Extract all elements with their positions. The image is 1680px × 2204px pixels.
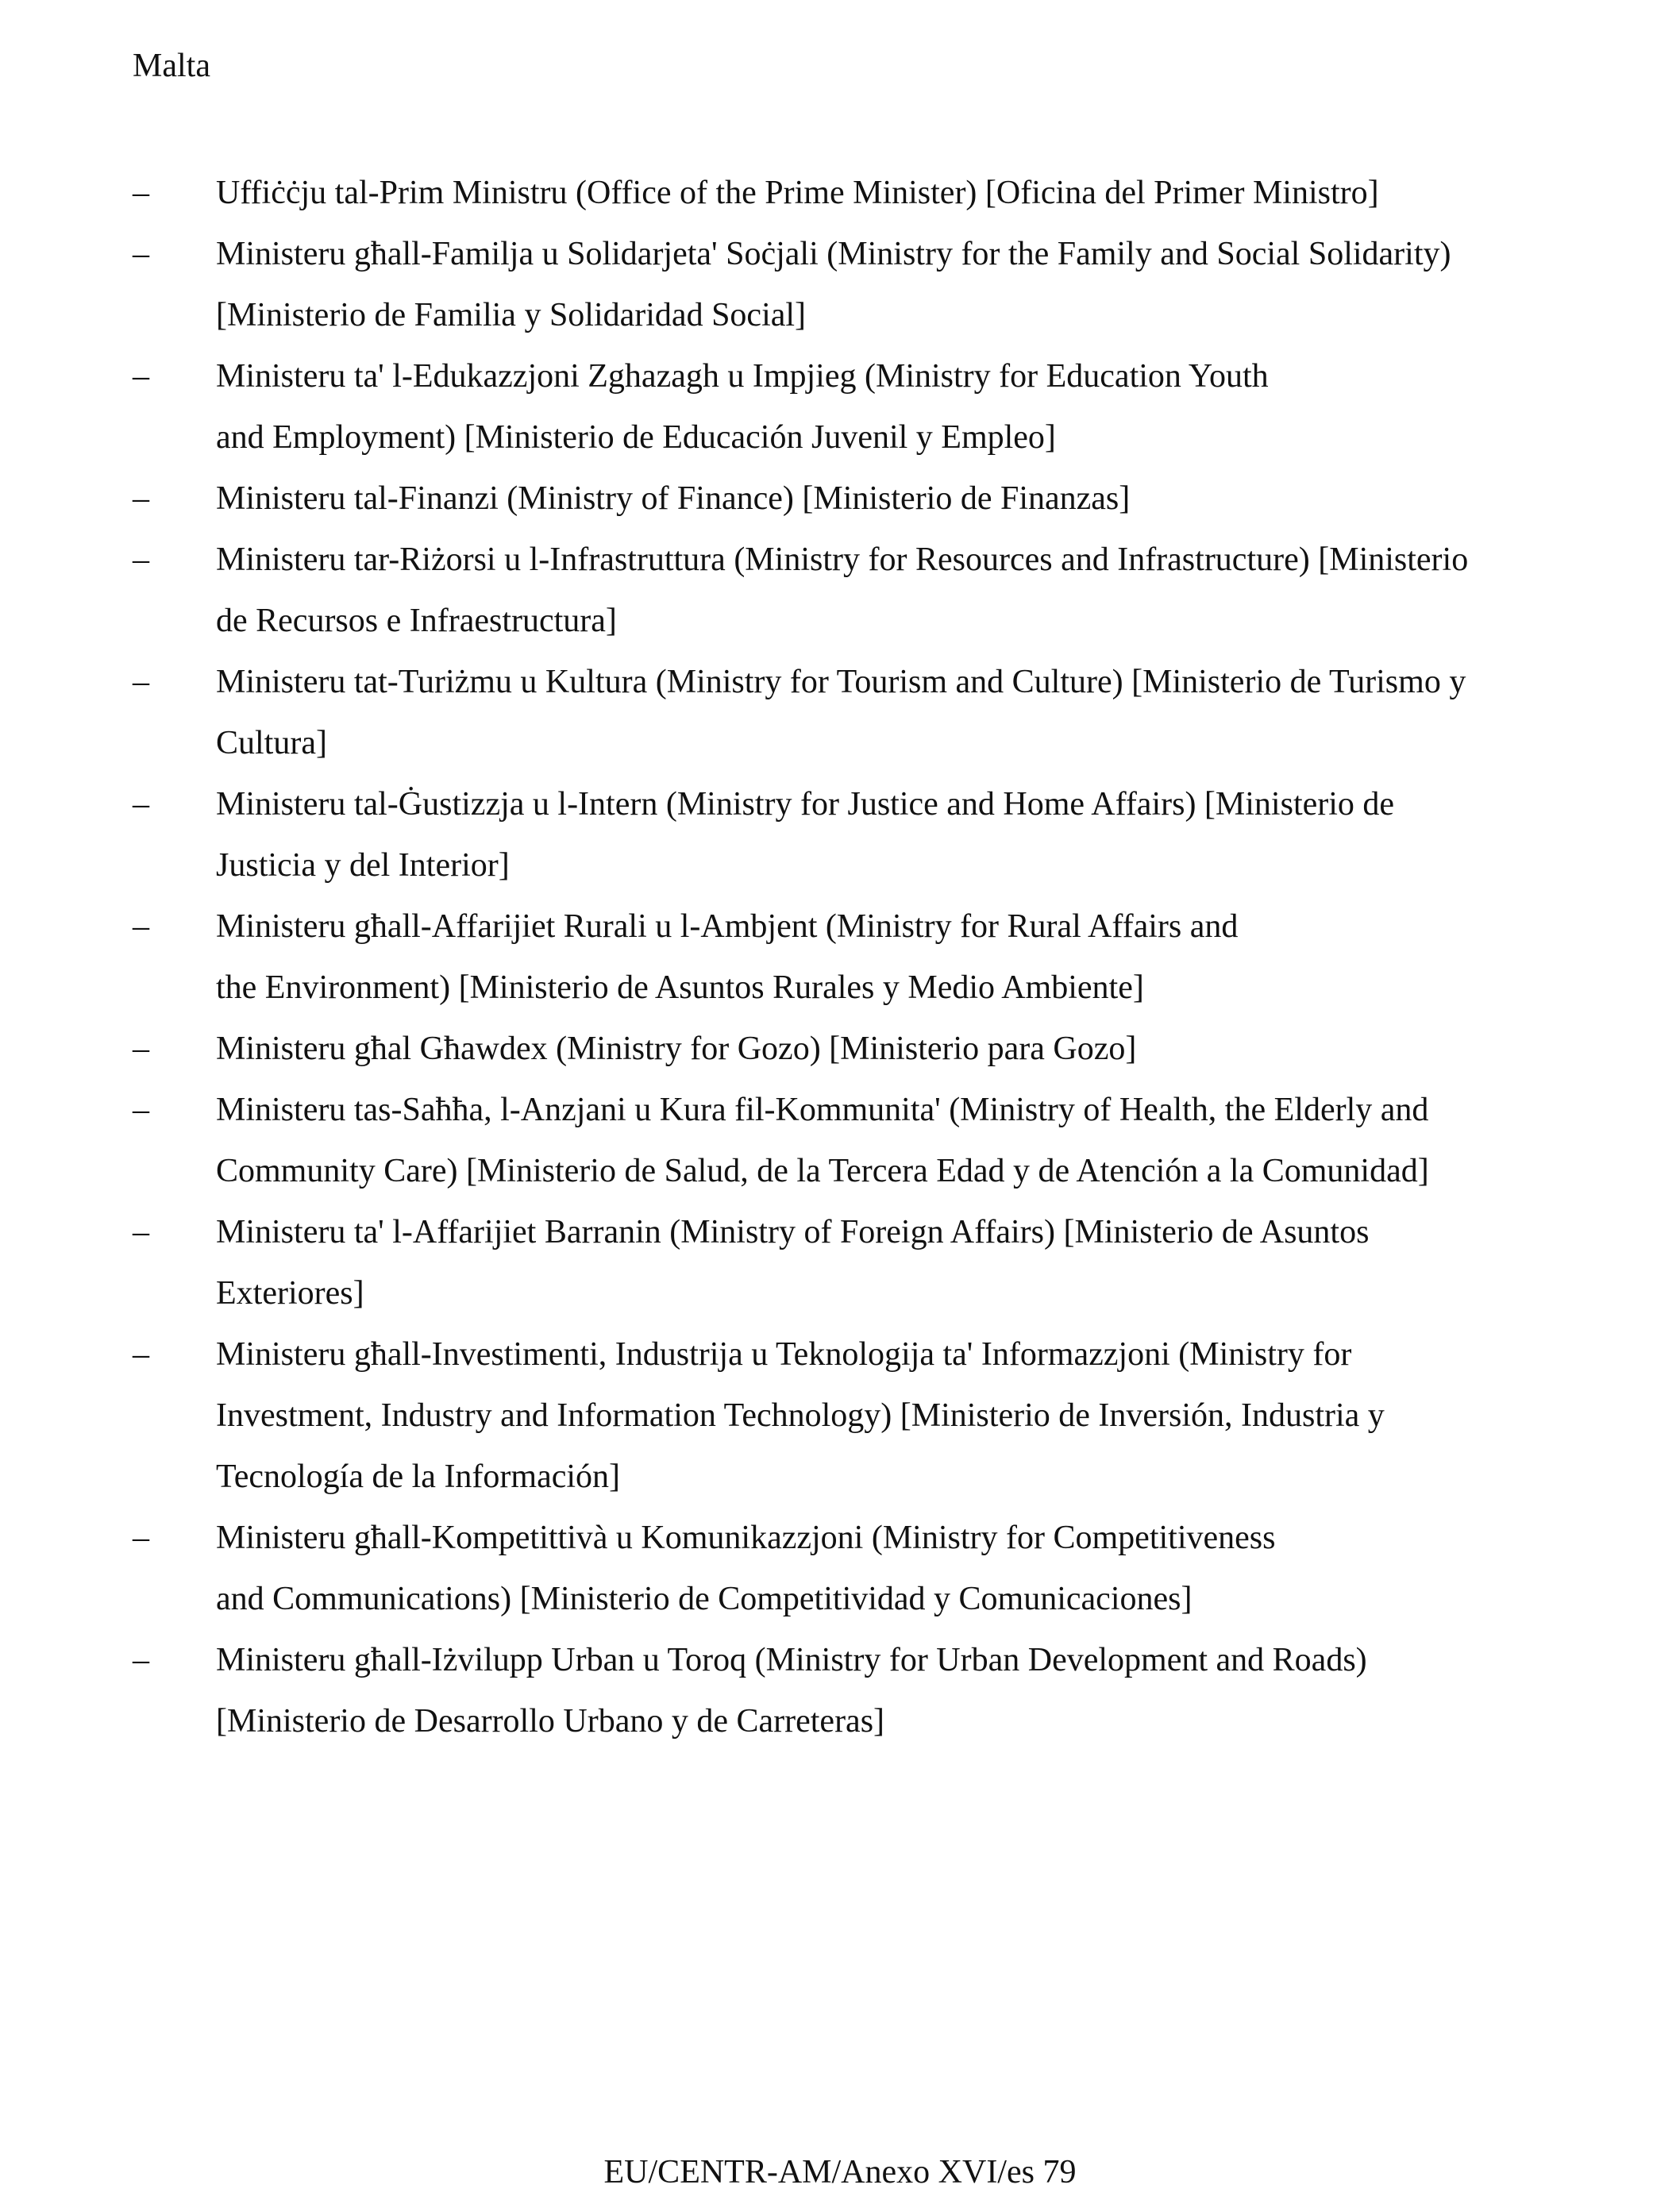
- list-dash: –: [133, 1642, 149, 1678]
- list-item-line: Ministeru għall-Familja u Solidarjeta' Soċjali (Ministry for the Family and Social Solidarity): [216, 236, 1451, 272]
- list-item-line: Ministeru tar-Riżorsi u l-Infrastruttura (Ministry for Resources and Infrastructure) [Ministerio: [216, 541, 1469, 578]
- ministry-list: [0, 163, 1680, 1752]
- list-dash: –: [133, 358, 149, 395]
- list-item-line: Ministeru ta' l-Edukazzjoni Zghazagh u Impjieg (Ministry for Education Youth: [216, 358, 1269, 395]
- list-item: [0, 1019, 1680, 1080]
- list-item-line: Tecnología de la Información]: [216, 1458, 621, 1495]
- list-dash: –: [133, 1092, 149, 1128]
- list-item-line: and Employment) [Ministerio de Educación Juvenil y Empleo]: [216, 419, 1056, 456]
- list-dash: –: [133, 1214, 149, 1250]
- list-item-line: Ministeru għall-Affarijiet Rurali u l-Ambjent (Ministry for Rural Affairs and: [216, 908, 1239, 945]
- list-item: [0, 1630, 1680, 1752]
- list-item: [0, 530, 1680, 652]
- list-item-line: Ministeru għall-Iżvilupp Urban u Toroq (Ministry for Urban Development and Roads): [216, 1642, 1367, 1678]
- list-dash: –: [133, 175, 149, 211]
- list-item-line: the Environment) [Ministerio de Asuntos Rurales y Medio Ambiente]: [216, 969, 1144, 1006]
- list-dash: –: [133, 236, 149, 272]
- list-item-line: Ministeru tal-Ġustizzja u l-Intern (Ministry for Justice and Home Affairs) [Ministerio de: [216, 786, 1395, 823]
- list-item-line: de Recursos e Infraestructura]: [216, 603, 617, 639]
- list-item-line: Ministeru ta' l-Affarijiet Barranin (Ministry of Foreign Affairs) [Ministerio de Asuntos: [216, 1214, 1370, 1250]
- list-item: [0, 1202, 1680, 1324]
- list-dash: –: [133, 908, 149, 945]
- list-dash: –: [133, 1520, 149, 1556]
- list-item-line: Cultura]: [216, 725, 327, 761]
- list-item: [0, 1080, 1680, 1202]
- list-item: [0, 1508, 1680, 1630]
- list-item-line: Ministeru għall-Kompetittivà u Komunikazzjoni (Ministry for Competitiveness: [216, 1520, 1276, 1556]
- list-item: [0, 163, 1680, 224]
- list-dash: –: [133, 786, 149, 823]
- list-item-line: Ministeru tas-Saħħa, l-Anzjani u Kura fil-Kommunita' (Ministry of Health, the Elderly and: [216, 1092, 1429, 1128]
- page-footer: EU/CENTR-AM/Anexo XVI/es 79: [603, 2154, 1077, 2191]
- list-item-line: Uffiċċju tal-Prim Ministru (Office of the Prime Minister) [Oficina del Primer Ministro]: [216, 175, 1379, 211]
- page-heading: Malta: [133, 48, 210, 84]
- list-item: [0, 896, 1680, 1019]
- list-item-line: [Ministerio de Familia y Solidaridad Social]: [216, 297, 807, 333]
- list-item-line: Ministeru għal Għawdex (Ministry for Gozo) [Ministerio para Gozo]: [216, 1031, 1137, 1067]
- list-dash: –: [133, 541, 149, 578]
- list-item: [0, 774, 1680, 896]
- list-item-line: [Ministerio de Desarrollo Urbano y de Carreteras]: [216, 1703, 885, 1740]
- list-item-line: Ministeru għall-Investimenti, Industrija u Teknologija ta' Informazzjoni (Ministry for: [216, 1336, 1352, 1373]
- list-item-line: Ministeru tat-Turiżmu u Kultura (Ministry for Tourism and Culture) [Ministerio de Turismo y: [216, 664, 1466, 700]
- list-dash: –: [133, 480, 149, 517]
- list-item-line: Justicia y del Interior]: [216, 847, 510, 884]
- list-item: [0, 652, 1680, 774]
- list-item: [0, 224, 1680, 346]
- list-item-line: Investment, Industry and Information Technology) [Ministerio de Inversión, Industria y: [216, 1397, 1385, 1434]
- list-dash: –: [133, 664, 149, 700]
- list-item-line: Community Care) [Ministerio de Salud, de la Tercera Edad y de Atención a la Comunidad]: [216, 1153, 1429, 1189]
- list-item-line: Ministeru tal-Finanzi (Ministry of Finance) [Ministerio de Finanzas]: [216, 480, 1131, 517]
- list-item: [0, 1324, 1680, 1508]
- list-dash: –: [133, 1336, 149, 1373]
- list-item-line: Exteriores]: [216, 1275, 364, 1312]
- list-dash: –: [133, 1031, 149, 1067]
- list-item: [0, 468, 1680, 530]
- list-item-line: and Communications) [Ministerio de Competitividad y Comunicaciones]: [216, 1581, 1193, 1617]
- list-item: [0, 346, 1680, 468]
